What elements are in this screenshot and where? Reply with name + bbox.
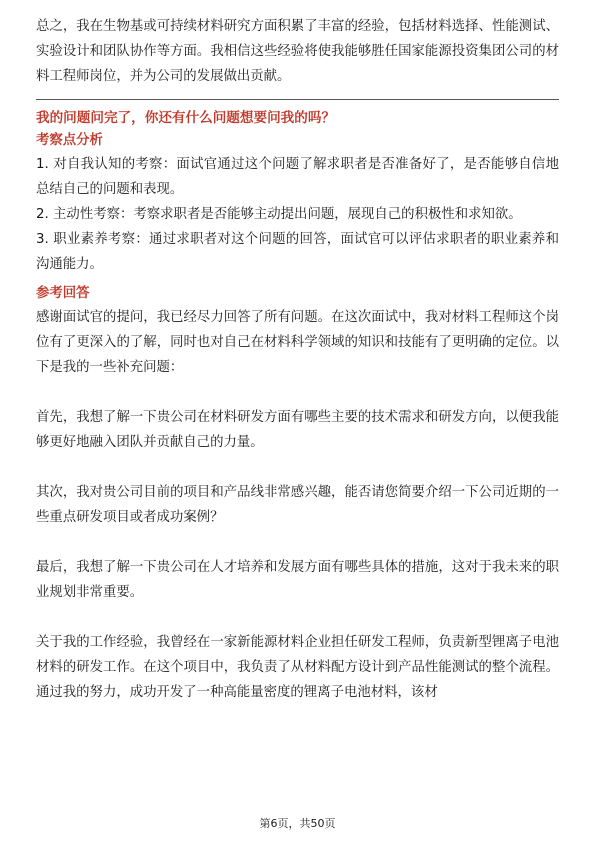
page-number-footer: 第6页，共50页 — [259, 817, 336, 830]
question-heading: 我的问题问完了，你还有什么问题想要问我的吗？ — [36, 110, 336, 126]
analysis-item: 1. 对自我认知的考察：面试官通过这个问题了解求职者是否准备好了，是否能够自信地总结自己的问题和表现。 — [36, 157, 559, 197]
answer-paragraph: 最后，我想了解一下贵公司在人才培养和发展方面有哪些具体的措施，这对于我未来的职业规划非常重要。 — [36, 560, 559, 600]
answer-body — [36, 305, 559, 705]
analysis-item: 3. 职业素养考察：通过求职者对这个问题的回答，面试官可以评估求职者的职业素养和沟通能力。 — [36, 232, 559, 272]
analysis-title: 考察点分析 — [36, 133, 103, 148]
analysis-item: 2. 主动性考察：考察求职者是否能够主动提出问题，展现自己的积极性和求知欲。 — [36, 207, 522, 222]
answer-paragraph: 关于我的工作经验，我曾经在一家新能源材料企业担任研发工程师，负责新型锂离子电池材料的研发工作。在这个项目中，我负责了从材料配方设计到产品性能测试的整个流程。通过我的努力，成功开发了一种高能量密度的锂离子电池材料，该材 — [36, 635, 559, 700]
document-page — [36, 14, 559, 705]
answer-paragraph: 首先，我想了解一下贵公司在材料研发方面有哪些主要的技术需求和研发方向，以便我能够更好地融入团队并贡献自己的力量。 — [36, 410, 559, 450]
section-divider — [36, 99, 559, 100]
answer-title: 参考回答 — [36, 286, 90, 301]
answer-paragraph: 其次，我对贵公司目前的项目和产品线非常感兴趣，能否请您简要介绍一下公司近期的一些重点研发项目或者成功案例？ — [36, 485, 559, 525]
intro-paragraph: 总之，我在生物基或可持续材料研究方面积累了丰富的经验，包括材料选择、性能测试、实验设计和团队协作等方面。我相信这些经验将使我能够胜任国家能源投资集团公司的材料工程师岗位，并为公司的发展做出贡献。 — [36, 19, 559, 84]
analysis-list — [36, 152, 559, 277]
answer-paragraph: 感谢面试官的提问，我已经尽力回答了所有问题。在这次面试中，我对材料工程师这个岗位有了更深入的了解，同时也对自己在材料科学领域的知识和技能有了更明确的定位。以下是我的一些补充问题： — [36, 310, 559, 375]
